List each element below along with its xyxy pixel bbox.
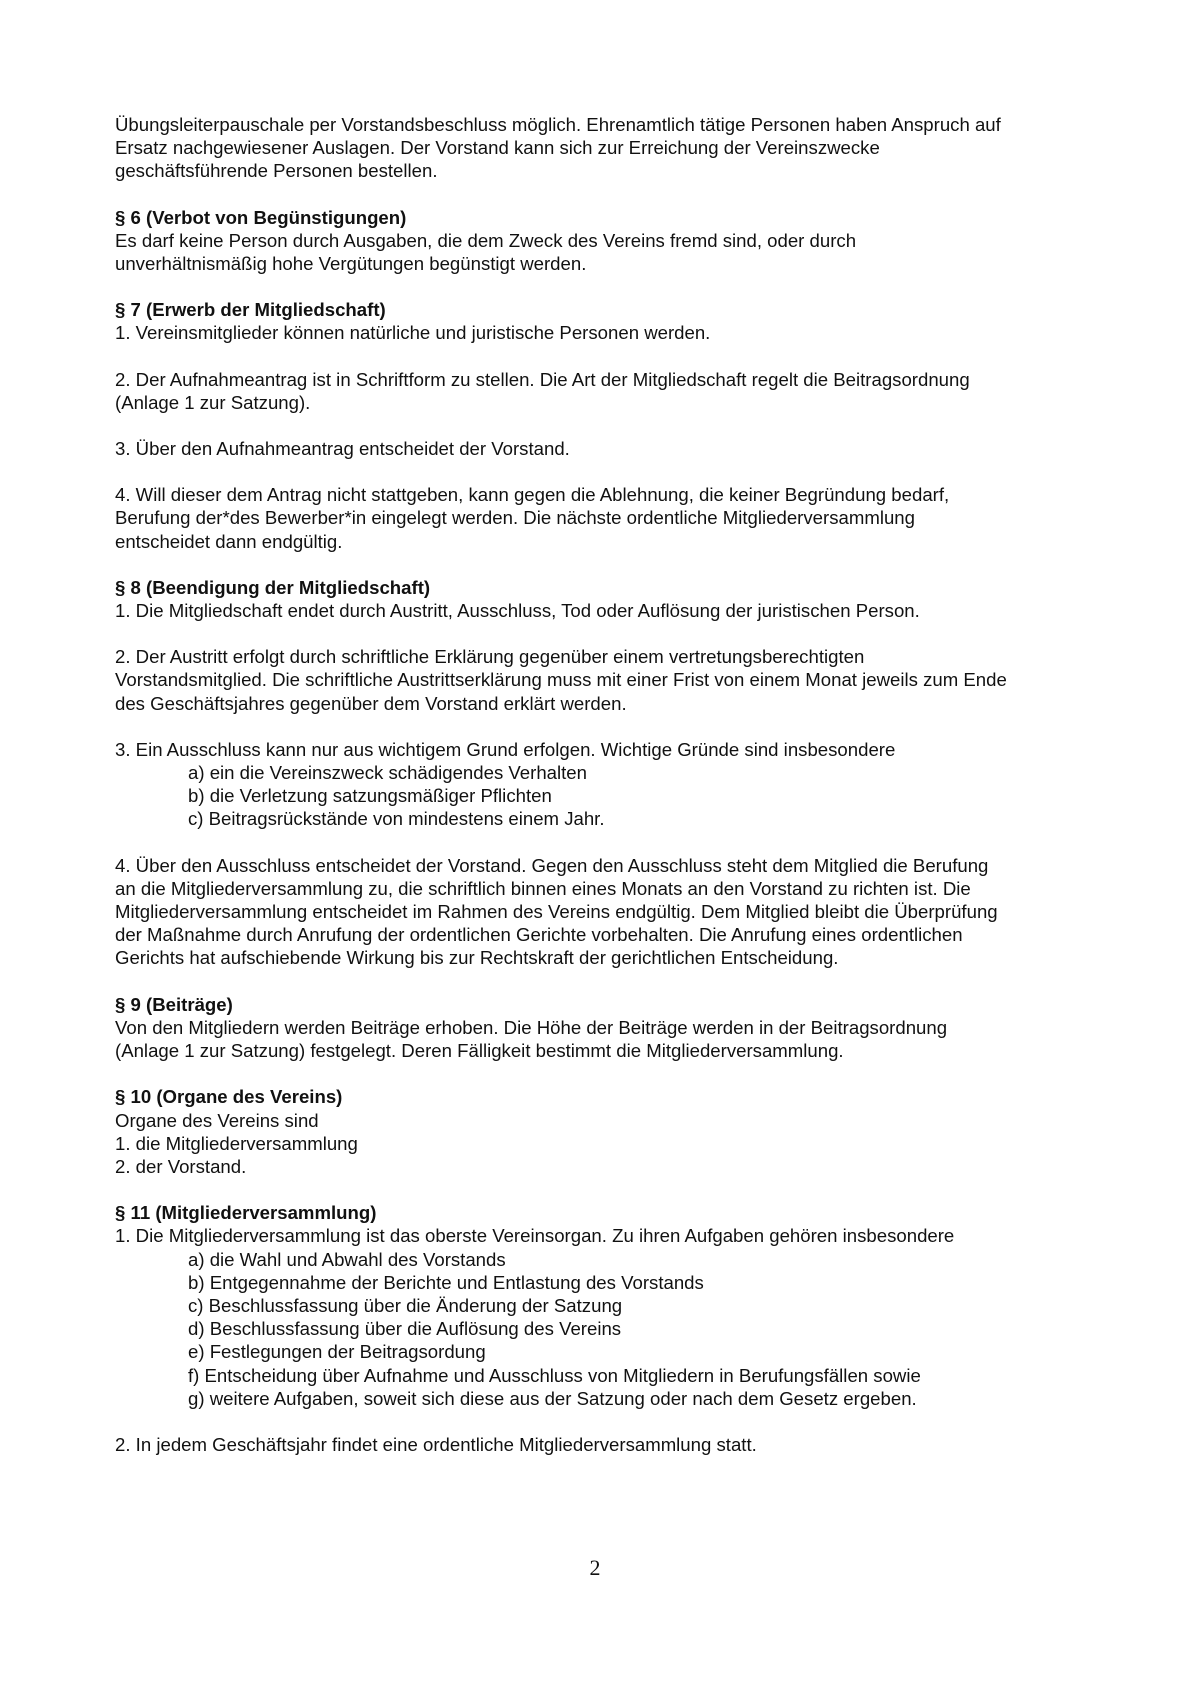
page-number: 2	[589, 1555, 601, 1580]
list-item: c) Beschlussfassung über die Änderung der Satzung	[188, 1294, 623, 1316]
paragraph-gap	[115, 1410, 1105, 1433]
paragraph-gap	[115, 715, 1105, 738]
list-item: b) Entgegennahme der Berichte und Entlastung des Vorstands	[188, 1271, 704, 1293]
paragraph-gap	[115, 345, 1105, 368]
paragraph-gap	[115, 183, 1105, 206]
text-line: Gerichts hat aufschiebende Wirkung bis zur Rechtskraft der gerichtlichen Entscheidung.	[115, 947, 839, 969]
text-line: 1. die Mitgliederversammlung	[115, 1132, 358, 1154]
section-heading: § 9 (Beiträge)	[115, 993, 233, 1015]
list-item: a) ein die Vereinszweck schädigendes Verhalten	[188, 762, 587, 784]
text-line: 1. Die Mitgliederversammlung ist das oberste Vereinsorgan. Zu ihren Aufgaben gehören insbesondere	[115, 1225, 955, 1247]
text-line: 2. Der Austritt erfolgt durch schriftliche Erklärung gegenüber einem vertretungsberechtigten	[115, 646, 865, 668]
text-line: Organe des Vereins sind	[115, 1109, 319, 1131]
section-heading: § 10 (Organe des Vereins)	[115, 1086, 343, 1108]
text-line: Von den Mitgliedern werden Beiträge erhoben. Die Höhe der Beiträge werden in der Beitragsordnung	[115, 1016, 948, 1038]
list-item: a) die Wahl und Abwahl des Vorstands	[188, 1248, 506, 1270]
paragraph-gap	[115, 622, 1105, 645]
text-line: 2. Der Aufnahmeantrag ist in Schriftform zu stellen. Die Art der Mitgliedschaft regelt die Beitragsordnung	[115, 368, 970, 390]
list-item: b) die Verletzung satzungsmäßiger Pflichten	[188, 785, 552, 807]
text-line: unverhältnismäßig hohe Vergütungen begünstigt werden.	[115, 253, 587, 275]
paragraph-gap	[115, 553, 1105, 576]
paragraph-gap	[115, 831, 1105, 854]
text-line: entscheidet dann endgültig.	[115, 530, 343, 552]
section-heading: § 8 (Beendigung der Mitgliedschaft)	[115, 576, 431, 598]
list-item: e) Festlegungen der Beitragsordung	[188, 1341, 486, 1363]
section-heading: § 6 (Verbot von Begünstigungen)	[115, 206, 407, 228]
document-body	[115, 113, 1105, 1456]
text-line: 1. Die Mitgliedschaft endet durch Austritt, Ausschluss, Tod oder Auflösung der juristischen Person.	[115, 600, 920, 622]
text-line: 2. In jedem Geschäftsjahr findet eine ordentliche Mitgliederversammlung statt.	[115, 1433, 757, 1455]
paragraph-gap	[115, 414, 1105, 437]
text-line: der Maßnahme durch Anrufung der ordentlichen Gerichte vorbehalten. Die Anrufung eines ordentlichen	[115, 924, 963, 946]
text-line: 3. Über den Aufnahmeantrag entscheidet der Vorstand.	[115, 438, 570, 460]
list-item: c) Beitragsrückstände von mindestens einem Jahr.	[188, 808, 605, 830]
list-item: d) Beschlussfassung über die Auflösung des Vereins	[188, 1318, 622, 1340]
list-item: f) Entscheidung über Aufnahme und Ausschluss von Mitgliedern in Berufungsfällen sowie	[188, 1364, 921, 1386]
text-line: Es darf keine Person durch Ausgaben, die dem Zweck des Vereins fremd sind, oder durch	[115, 229, 857, 251]
paragraph-gap	[115, 460, 1105, 483]
text-line: Vorstandsmitglied. Die schriftliche Austrittserklärung muss mit einer Frist von einem Monat jeweils zum Ende	[115, 669, 1007, 691]
section-heading: § 11 (Mitgliederversammlung)	[115, 1202, 377, 1224]
text-line: 2. der Vorstand.	[115, 1155, 247, 1177]
text-line: des Geschäftsjahres gegenüber dem Vorstand erklärt werden.	[115, 692, 627, 714]
paragraph-gap	[115, 1178, 1105, 1201]
text-line: (Anlage 1 zur Satzung).	[115, 391, 311, 413]
text-line: Berufung der*des Bewerber*in eingelegt werden. Die nächste ordentliche Mitgliederversammlung	[115, 507, 915, 529]
text-line: geschäftsführende Personen bestellen.	[115, 160, 438, 182]
text-line: an die Mitgliederversammlung zu, die schriftlich binnen eines Monats an den Vorstand zu richten ist. Die	[115, 877, 971, 899]
text-line: (Anlage 1 zur Satzung) festgelegt. Deren Fälligkeit bestimmt die Mitgliederversammlung.	[115, 1040, 844, 1062]
list-item: g) weitere Aufgaben, soweit sich diese aus der Satzung oder nach dem Gesetz ergeben.	[188, 1387, 917, 1409]
paragraph-gap	[115, 275, 1105, 298]
text-line: 4. Will dieser dem Antrag nicht stattgeben, kann gegen die Ablehnung, die keiner Begründung bedarf,	[115, 484, 950, 506]
text-line: 4. Über den Ausschluss entscheidet der Vorstand. Gegen den Ausschluss steht dem Mitglied die Berufung	[115, 854, 989, 876]
text-line: 3. Ein Ausschluss kann nur aus wichtigem Grund erfolgen. Wichtige Gründe sind insbesondere	[115, 738, 896, 760]
section-heading: § 7 (Erwerb der Mitgliedschaft)	[115, 299, 386, 321]
paragraph-gap	[115, 970, 1105, 993]
text-line: Ersatz nachgewiesener Auslagen. Der Vorstand kann sich zur Erreichung der Vereinszwecke	[115, 137, 880, 159]
text-line: Übungsleiterpauschale per Vorstandsbeschluss möglich. Ehrenamtlich tätige Personen haben Anspruch auf	[115, 114, 1001, 135]
text-line: Mitgliederversammlung entscheidet im Rahmen des Vereins endgültig. Dem Mitglied bleibt die Überprüfung	[115, 901, 998, 923]
text-line: 1. Vereinsmitglieder können natürliche und juristische Personen werden.	[115, 322, 711, 344]
paragraph-gap	[115, 1062, 1105, 1085]
